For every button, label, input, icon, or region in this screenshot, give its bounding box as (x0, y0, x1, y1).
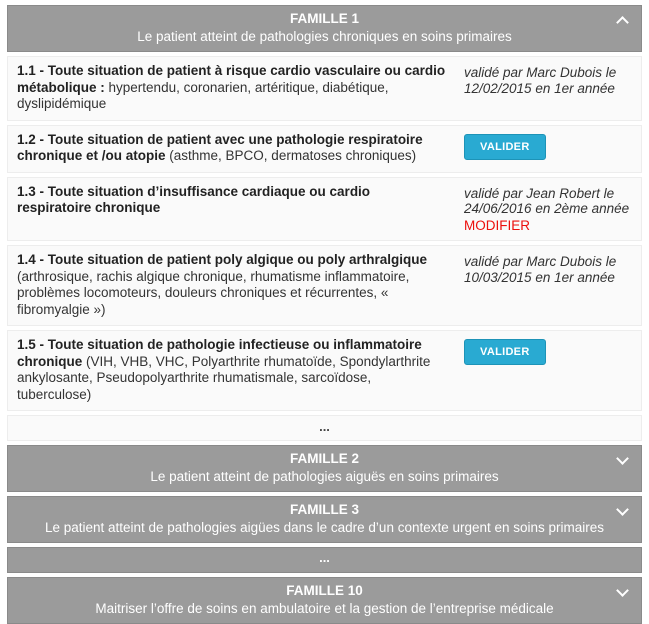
requirement-title: 1.4 - Toute situation de patient poly algique ou poly arthralgique (17, 252, 428, 267)
requirement-title: 1.3 - Toute situation d’insuffisance cardiaque ou cardio respiratoire chronique (17, 183, 371, 215)
chevron-down-icon (616, 503, 629, 516)
requirement-detail: (VIH, VHB, VHC, Polyarthrite rhumatoïde, Spondylarthrite ankylosante, Pseudopolyarthrite rhumatismale, sarcoïdose, tuberculose) (17, 353, 431, 402)
requirement-text (17, 63, 464, 113)
validation-status: validé par Marc Dubois le 12/02/2015 en 1er année (464, 65, 617, 96)
validation-status: validé par Marc Dubois le 10/03/2015 en 1er année (464, 254, 617, 285)
requirement-title: 1.2 - Toute situation de patient avec une pathologie respiratoire chronique et /ou atopie (17, 131, 423, 163)
famille-1-subtitle: Le patient atteint de pathologies chroniques en soins primaires (137, 29, 512, 44)
famille-2-subtitle: Le patient atteint de pathologies aiguës en soins primaires (150, 469, 499, 484)
famille-3-title: FAMILLE 3 (289, 502, 359, 517)
requirement-item-1-3 (7, 177, 642, 242)
famille-1-header[interactable] (7, 5, 642, 52)
requirement-detail: (arthrosique, rachis algique chronique, rhumatisme inflammatoire, problèmes locomoteurs, douleurs chroniques et récurrentes, « fibromyalgie ») (17, 268, 410, 317)
requirement-item-1-1 (7, 56, 642, 121)
validation-actions (464, 132, 631, 165)
requirement-title: 1.1 - Toute situation de patient à risque cardio vasculaire ou cardio métabolique : (17, 63, 446, 95)
requirement-text (17, 132, 464, 165)
famille-10-subtitle: Maitriser l’offre de soins en ambulatoire et la gestion de l’entreprise médicale (95, 601, 554, 616)
more-items-ellipsis: ... (7, 415, 642, 441)
requirement-text (17, 184, 464, 234)
requirement-title: 1.5 - Toute situation de pathologie infectieuse ou inflammatoire chronique (17, 337, 422, 369)
modifier-link[interactable]: MODIFIER (464, 217, 530, 233)
chevron-down-icon (616, 452, 629, 465)
validation-text: validé par Jean Robert le 24/06/2016 en 2ème année (464, 185, 630, 216)
famille-3-subtitle: Le patient atteint de pathologies aigües dans le cadre d’un contexte urgent en soins primaires (44, 520, 605, 535)
requirement-detail: hypertendu, coronarien, artéritique, diabétique, dyslipidémique (17, 79, 389, 111)
collapsed-families-ellipsis: ... (7, 547, 642, 573)
validation-status (464, 184, 631, 234)
valider-button[interactable]: VALIDER (464, 339, 546, 365)
requirement-item-1-5 (7, 330, 642, 411)
famille-3-header[interactable] (7, 496, 642, 543)
requirement-item-1-2 (7, 125, 642, 173)
requirement-text (17, 337, 464, 403)
famille-2-title: FAMILLE 2 (289, 451, 359, 466)
requirement-detail: (asthme, BPCO, dermatoses chroniques) (169, 148, 417, 163)
famille-1-title: FAMILLE 1 (289, 11, 359, 26)
requirement-item-1-4 (7, 245, 642, 326)
famille-2-header[interactable] (7, 445, 642, 492)
famille-10-header[interactable] (7, 577, 642, 624)
chevron-down-icon (616, 584, 629, 597)
famille-10-title: FAMILLE 10 (286, 583, 363, 598)
valider-button[interactable]: VALIDER (464, 134, 546, 160)
requirement-text (17, 252, 464, 318)
validation-actions (464, 337, 631, 403)
chevron-up-icon (616, 16, 629, 29)
